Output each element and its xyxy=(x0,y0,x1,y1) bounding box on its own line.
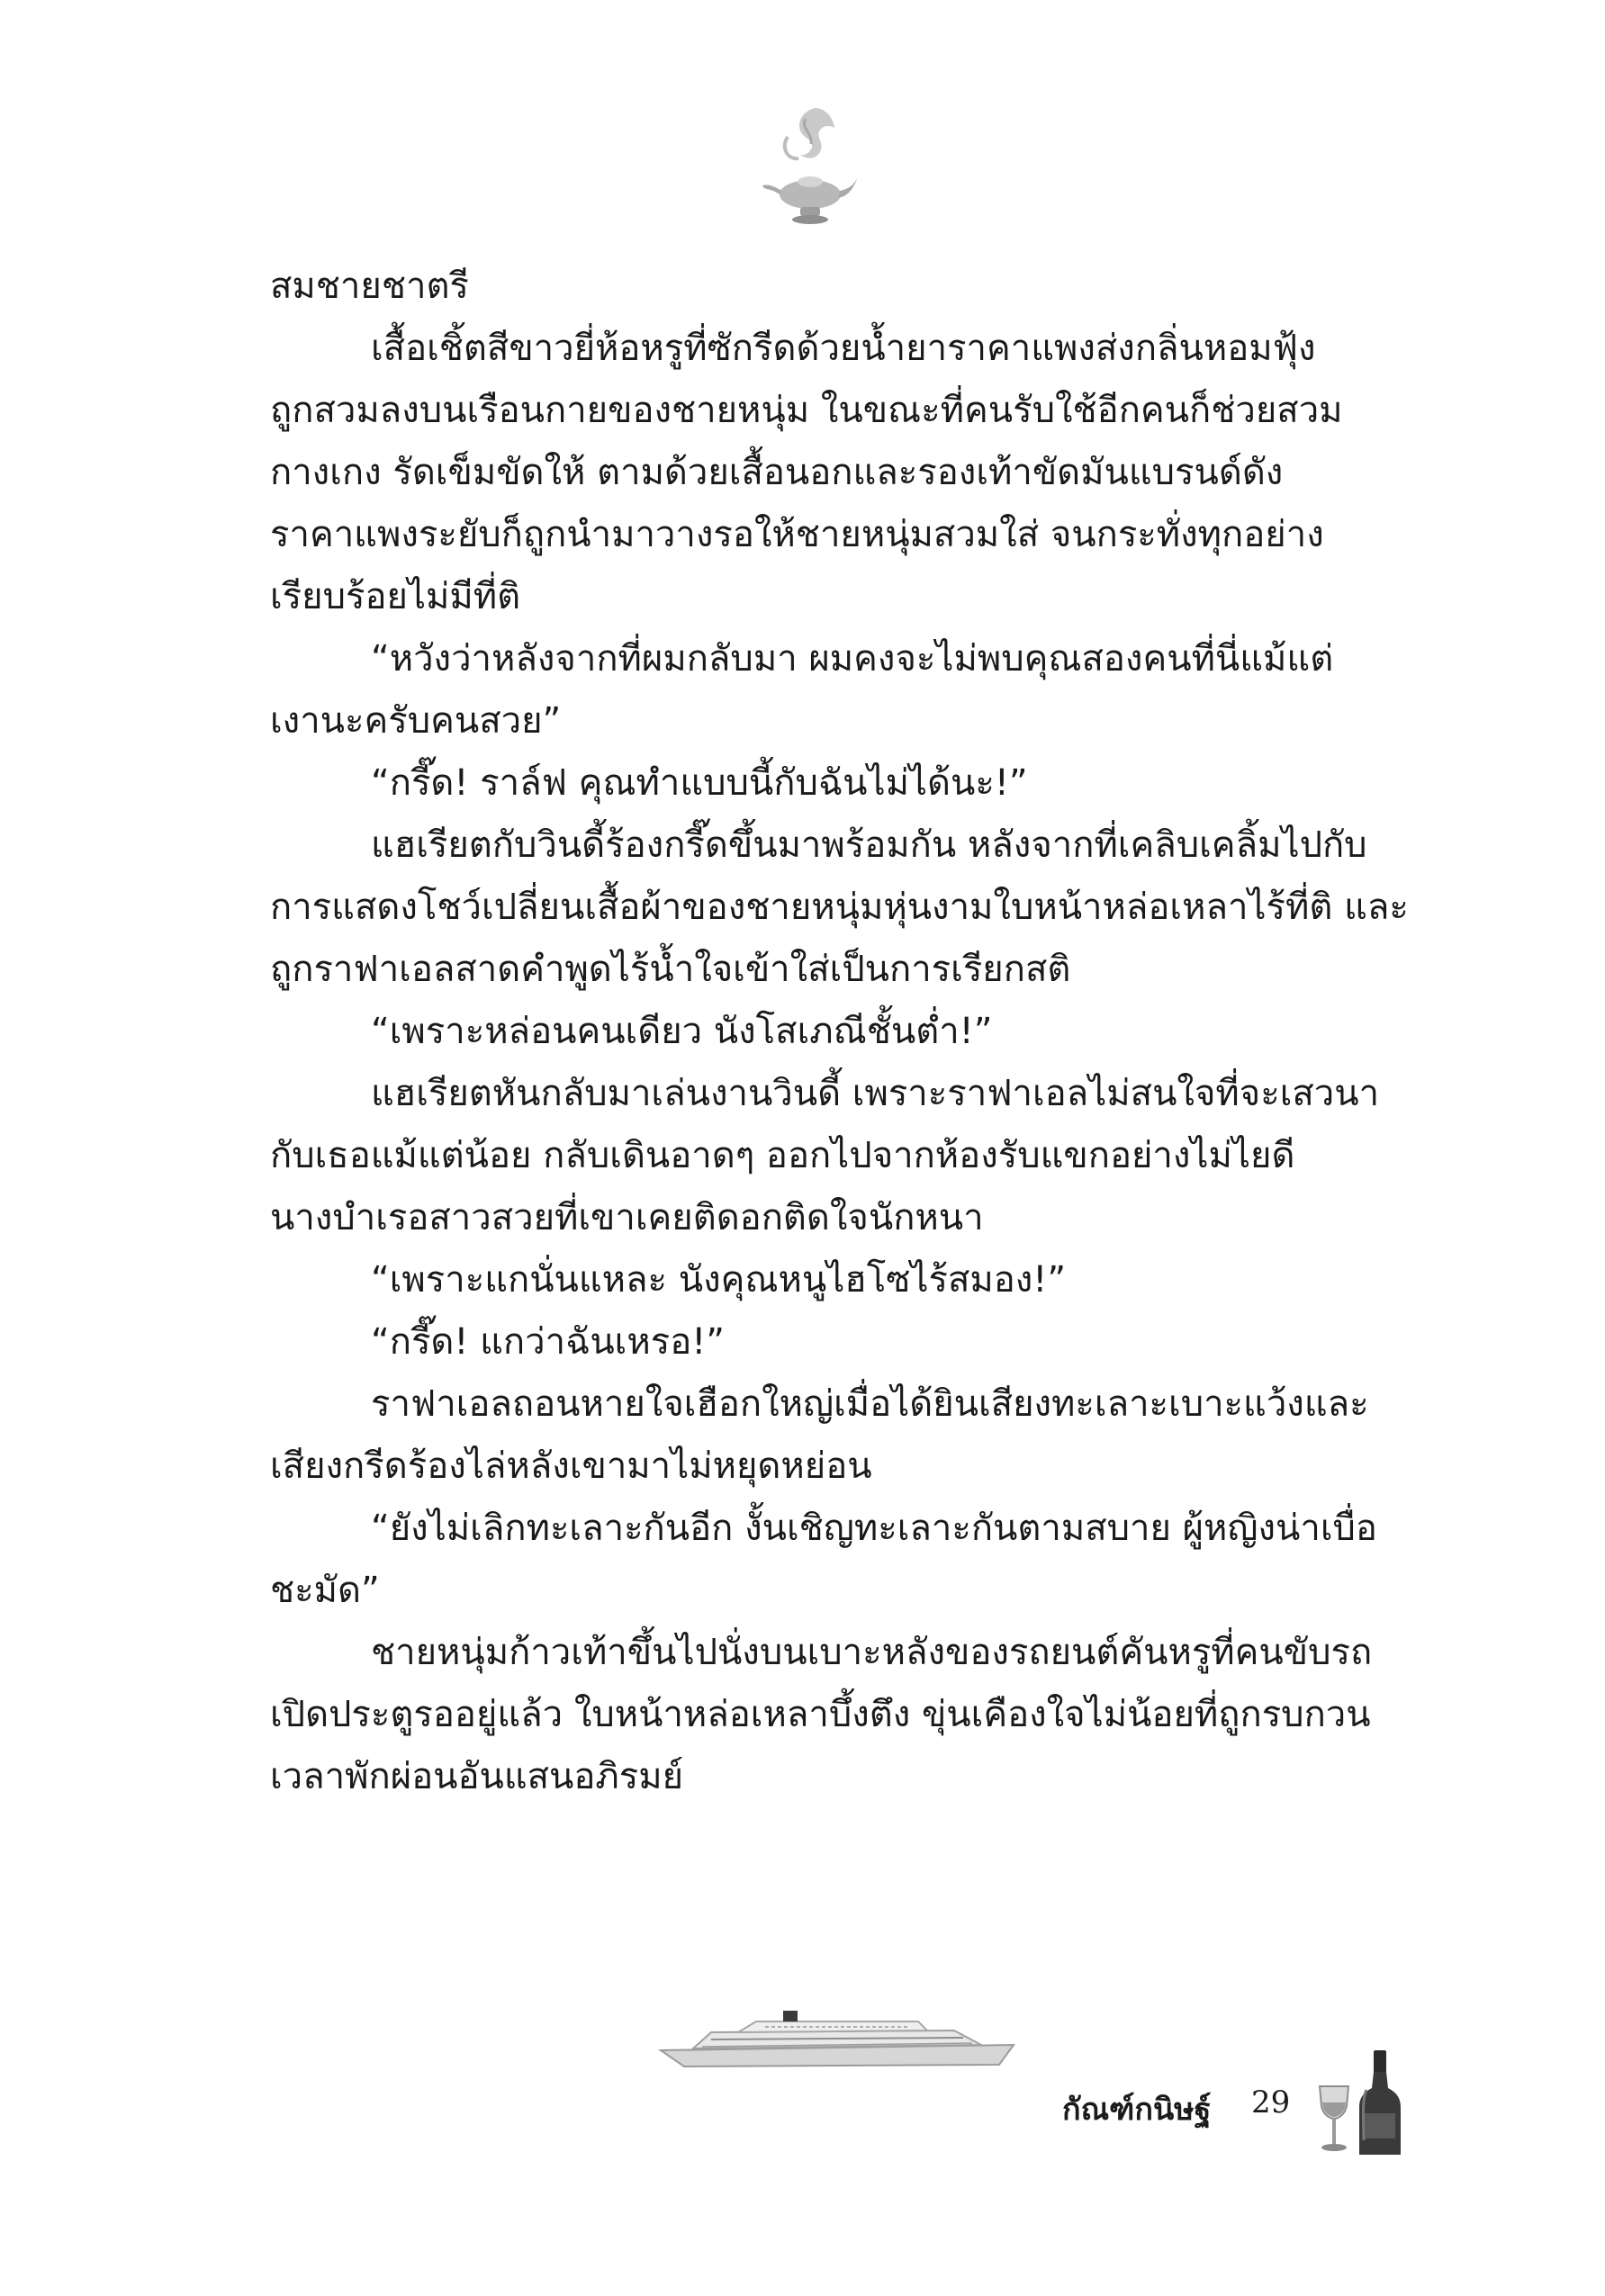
text-line: ถูกสวมลงบนเรือนกายของชายหนุ่ม ในขณะที่คนรับใช้อีกคนก็ช่วยสวม xyxy=(270,390,1343,431)
text-line: ราคาแพงระยับก็ถูกนำมาวางรอให้ชายหนุ่มสวมใส่ จนกระทั่งทุกอย่าง xyxy=(270,514,1324,555)
text-line: “เพราะแกนั่นแหละ นังคุณหนูไฮโซไร้สมอง!” xyxy=(371,1259,1067,1301)
author-name: กัณฑ์กนิษฐ์ xyxy=(1062,2092,1212,2128)
cruise-ship-icon xyxy=(657,2005,1017,2070)
text-line: เงานะครับคนสวย” xyxy=(270,700,562,742)
text-line: แฮเรียตหันกลับมาเล่นงานวินดี้ เพราะราฟาเอลไม่สนใจที่จะเสวนา xyxy=(371,1073,1380,1114)
wine-bottle-glass-icon xyxy=(1312,2050,1411,2156)
text-line: แฮเรียตกับวินดี้ร้องกรี๊ดขึ้นมาพร้อมกัน หลังจากที่เคลิบเคลิ้มไปกับ xyxy=(371,824,1367,866)
page-footer xyxy=(990,2050,1422,2158)
text-line: “ยังไม่เลิกทะเลาะกันอีก งั้นเชิญทะเลาะกันตามสบาย ผู้หญิงน่าเบื่อ xyxy=(371,1508,1377,1549)
text-line: กับเธอแม้แต่น้อย กลับเดินอาดๆ ออกไปจากห้องรับแขกอย่างไม่ไยดี xyxy=(270,1135,1295,1176)
text-line: “เพราะหล่อนคนเดียว นังโสเภณีชั้นต่ำ!” xyxy=(371,1011,993,1052)
text-line: เวลาพักผ่อนอันแสนอภิรมย์ xyxy=(270,1756,684,1797)
text-line: สมชายชาตรี xyxy=(270,266,469,307)
text-line: การแสดงโชว์เปลี่ยนเสื้อผ้าของชายหนุ่มหุ่นงามใบหน้าหล่อเหลาไร้ที่ติ และ xyxy=(270,887,1409,928)
text-line: “กรี๊ด! แกว่าฉันเหรอ!” xyxy=(371,1321,725,1363)
text-line: ชายหนุ่มก้าวเท้าขึ้นไปนั่งบนเบาะหลังของรถยนต์คันหรูที่คนขับรถ xyxy=(371,1632,1373,1673)
text-line: เรียบร้อยไม่มีที่ติ xyxy=(270,576,521,617)
text-line: ชะมัด” xyxy=(270,1570,380,1611)
genie-lamp-icon xyxy=(761,101,860,236)
text-line: “กรี๊ด! ราล์ฟ คุณทำแบบนี้กับฉันไม่ได้นะ!” xyxy=(371,762,1028,804)
text-line: “หวังว่าหลังจากที่ผมกลับมา ผมคงจะไม่พบคุณสองคนที่นี่แม้แต่ xyxy=(371,638,1334,680)
text-line: เปิดประตูรออยู่แล้ว ใบหน้าหล่อเหลาบึ้งตึง ขุ่นเคืองใจไม่น้อยที่ถูกรบกวน xyxy=(270,1694,1371,1735)
text-line: ถูกราฟาเอลสาดคำพูดไร้น้ำใจเข้าใส่เป็นการเรียกสติ xyxy=(270,949,1071,990)
text-line: กางเกง รัดเข็มขัดให้ ตามด้วยเสื้อนอกและรองเท้าขัดมันแบรนด์ดัง xyxy=(270,452,1284,493)
text-line: เสียงกรีดร้องไล่หลังเขามาไม่หยุดหย่อน xyxy=(270,1445,872,1487)
page-number: 29 xyxy=(1251,2084,1291,2120)
text-line: ราฟาเอลถอนหายใจเฮือกใหญ่เมื่อได้ยินเสียงทะเลาะเบาะแว้งและ xyxy=(371,1383,1369,1425)
text-line: นางบำเรอสาวสวยที่เขาเคยติดอกติดใจนักหนา xyxy=(270,1197,984,1238)
text-line: เสื้อเชิ้ตสีขาวยี่ห้อหรูที่ซักรีดด้วยน้ำยาราคาแพงส่งกลิ่นหอมฟุ้ง xyxy=(371,328,1316,369)
